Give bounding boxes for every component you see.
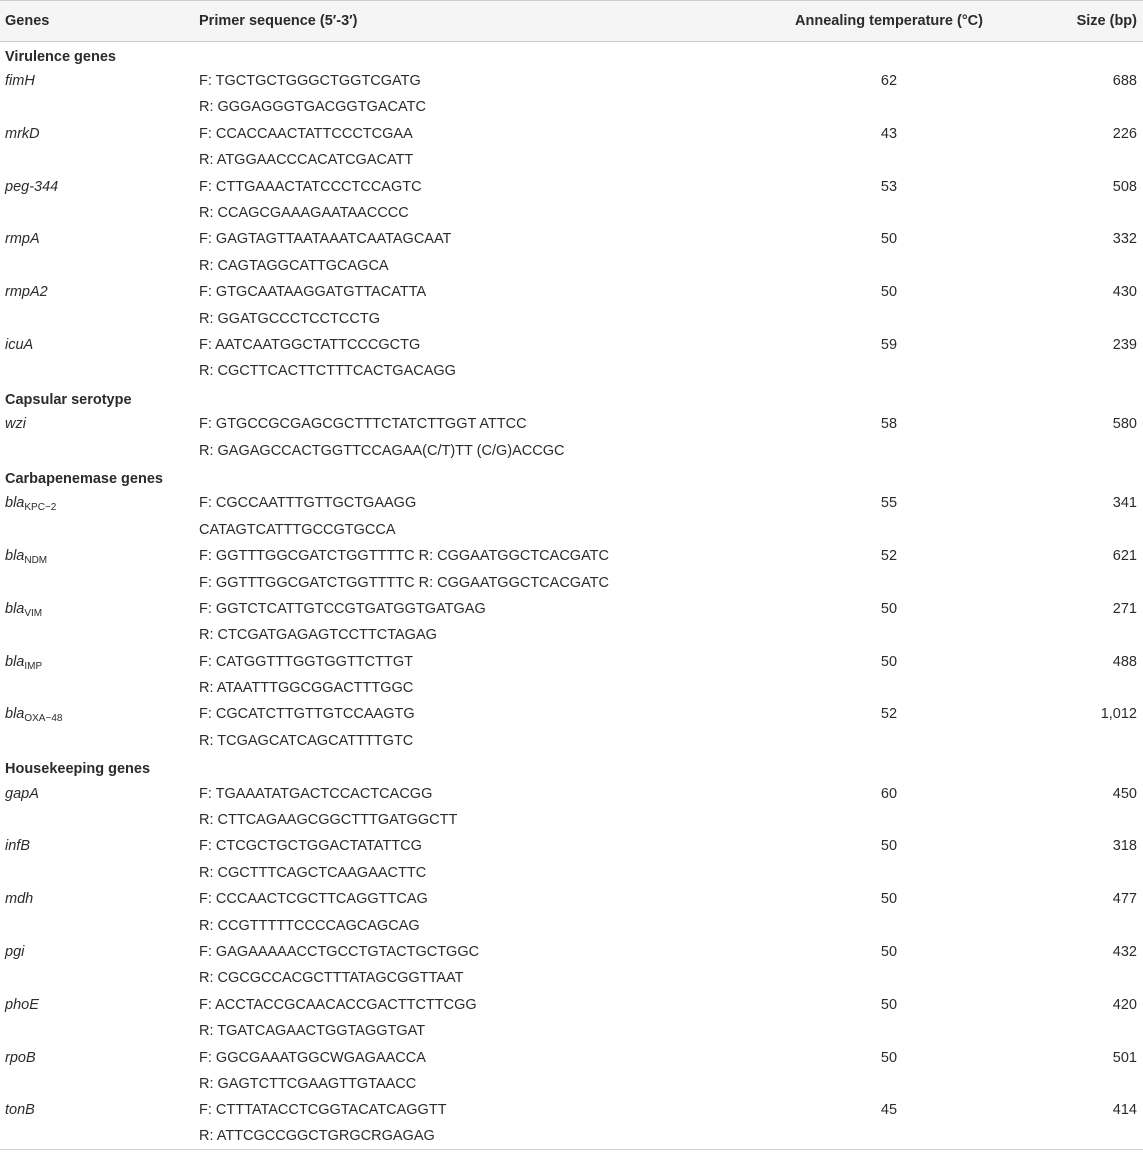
empty-cell bbox=[734, 1071, 1044, 1097]
gene-name bbox=[0, 332, 194, 358]
forward-primer: F: AATCAATGGCTATTCCCGCTG bbox=[199, 336, 421, 353]
empty-cell bbox=[1044, 965, 1143, 991]
gene-subscript: OXA−48 bbox=[24, 713, 63, 725]
reverse-primer: R: CTCGATGAGAGTCCTTCTAGAG bbox=[199, 627, 437, 644]
gene-row-reverse bbox=[0, 912, 1143, 938]
gene-row bbox=[0, 543, 1143, 569]
empty-cell bbox=[0, 675, 194, 701]
gene-name bbox=[0, 490, 194, 516]
reverse-primer: R: CTTCAGAAGCGGCTTTGATGGCTT bbox=[199, 812, 458, 829]
forward-primer: F: CGCATCTTGTTGTCCAAGTG bbox=[199, 706, 415, 723]
gene-name bbox=[0, 68, 194, 94]
gene-row-reverse bbox=[0, 1018, 1143, 1044]
gene-name-text: infB bbox=[5, 838, 30, 855]
section-title: Virulence genes bbox=[5, 48, 116, 65]
section-row bbox=[0, 464, 1143, 490]
forward-primer: F: CTTGAAACTATCCCTCCAGTC bbox=[199, 178, 422, 195]
empty-cell bbox=[1044, 94, 1143, 120]
amplicon-size: 580 bbox=[1112, 416, 1137, 433]
empty-cell bbox=[1044, 912, 1143, 938]
gene-row-reverse bbox=[0, 1124, 1143, 1150]
amplicon-size: 414 bbox=[1112, 1102, 1137, 1119]
gene-name bbox=[0, 833, 194, 859]
gene-name-text: peg-344 bbox=[5, 178, 59, 195]
gene-subscript: IMP bbox=[24, 660, 43, 672]
amplicon-size: 318 bbox=[1112, 838, 1137, 855]
amplicon-size: 420 bbox=[1112, 996, 1137, 1013]
reverse-primer: R: TGATCAGAACTGGTAGGTGAT bbox=[199, 1023, 426, 1040]
empty-cell bbox=[0, 569, 194, 595]
gene-row-reverse bbox=[0, 675, 1143, 701]
reverse-primer: R: GAGAGCCACTGGTTCCAGAA(C/T)TT (C/G)ACCGC bbox=[199, 442, 565, 459]
annealing-temperature: 50 bbox=[880, 1049, 898, 1066]
empty-cell bbox=[0, 728, 194, 754]
empty-cell bbox=[0, 147, 194, 173]
empty-cell bbox=[0, 437, 194, 463]
empty-cell bbox=[1044, 358, 1143, 384]
gene-name bbox=[0, 701, 194, 727]
gene-row-reverse bbox=[0, 860, 1143, 886]
gene-name-text: tonB bbox=[5, 1102, 35, 1119]
reverse-primer: R: CGCTTCACTTCTTTCACTGACAGG bbox=[199, 363, 456, 380]
gene-row-reverse bbox=[0, 305, 1143, 331]
gene-name-text: rmpA bbox=[5, 231, 40, 248]
amplicon-size: 621 bbox=[1112, 548, 1137, 565]
gene-name-text: pgi bbox=[5, 943, 25, 960]
empty-cell bbox=[1044, 569, 1143, 595]
gene-row-reverse bbox=[0, 728, 1143, 754]
annealing-temperature: 58 bbox=[880, 416, 898, 433]
annealing-temperature: 50 bbox=[880, 653, 898, 670]
table-header bbox=[0, 1, 1143, 42]
empty-cell bbox=[734, 860, 1044, 886]
forward-primer: F: CCACCAACTATTCCCTCGAA bbox=[199, 125, 413, 142]
gene-row bbox=[0, 490, 1143, 516]
gene-name bbox=[0, 939, 194, 965]
amplicon-size: 271 bbox=[1112, 600, 1137, 617]
amplicon-size: 477 bbox=[1112, 891, 1137, 908]
empty-cell bbox=[734, 675, 1044, 701]
empty-cell bbox=[734, 569, 1044, 595]
gene-name bbox=[0, 411, 194, 437]
empty-cell bbox=[734, 147, 1044, 173]
gene-subscript: NDM bbox=[24, 555, 48, 567]
empty-cell bbox=[1044, 200, 1143, 226]
empty-cell bbox=[0, 807, 194, 833]
amplicon-size: 501 bbox=[1112, 1049, 1137, 1066]
forward-primer: F: GTGCCGCGAGCGCTTTCTATCTTGGT ATTCC bbox=[199, 416, 527, 433]
reverse-primer: F: GGTTTGGCGATCTGGTTTTC R: CGGAATGGCTCACGATC bbox=[199, 574, 610, 591]
reverse-primer: R: ATAATTTGGCGGACTTTGGC bbox=[199, 680, 414, 697]
empty-cell bbox=[0, 912, 194, 938]
empty-cell bbox=[734, 253, 1044, 279]
amplicon-size: 430 bbox=[1112, 284, 1137, 301]
empty-cell bbox=[0, 94, 194, 120]
amplicon-size: 488 bbox=[1112, 653, 1137, 670]
empty-cell bbox=[734, 965, 1044, 991]
forward-primer: F: CTTTATACCTCGGTACATCAGGTT bbox=[199, 1102, 447, 1119]
forward-primer: F: GAGTAGTTAATAAATCAATAGCAAT bbox=[199, 231, 452, 248]
empty-cell bbox=[0, 1124, 194, 1150]
empty-cell bbox=[734, 200, 1044, 226]
forward-primer: F: TGAAATATGACTCCACTCACGG bbox=[199, 785, 433, 802]
gene-row bbox=[0, 279, 1143, 305]
empty-cell bbox=[1044, 622, 1143, 648]
amplicon-size: 226 bbox=[1112, 125, 1137, 142]
section-title: Capsular serotype bbox=[5, 391, 132, 408]
reverse-primer: R: ATGGAACCCACATCGACATT bbox=[199, 152, 414, 169]
empty-cell bbox=[0, 253, 194, 279]
section-row bbox=[0, 754, 1143, 780]
gene-row-reverse bbox=[0, 147, 1143, 173]
gene-row bbox=[0, 939, 1143, 965]
annealing-temperature: 50 bbox=[880, 943, 898, 960]
forward-primer: F: GGTCTCATTGTCCGTGATGGTGATGAG bbox=[199, 600, 486, 617]
header-primer-sequence: Primer sequence (5′-3′) bbox=[194, 1, 734, 42]
annealing-temperature: 50 bbox=[880, 996, 898, 1013]
annealing-temperature: 50 bbox=[880, 231, 898, 248]
gene-name-text: fimH bbox=[5, 73, 35, 90]
gene-row bbox=[0, 121, 1143, 147]
gene-row-reverse bbox=[0, 569, 1143, 595]
gene-name bbox=[0, 648, 194, 674]
empty-cell bbox=[1044, 1018, 1143, 1044]
gene-row bbox=[0, 411, 1143, 437]
forward-primer: F: GTGCAATAAGGATGTTACATTA bbox=[199, 284, 427, 301]
annealing-temperature: 50 bbox=[880, 600, 898, 617]
empty-cell bbox=[1044, 1124, 1143, 1150]
amplicon-size: 239 bbox=[1112, 336, 1137, 353]
gene-row bbox=[0, 886, 1143, 912]
empty-cell bbox=[734, 912, 1044, 938]
gene-row bbox=[0, 68, 1143, 94]
empty-cell bbox=[1044, 147, 1143, 173]
annealing-temperature: 45 bbox=[880, 1102, 898, 1119]
gene-name-text: rmpA2 bbox=[5, 284, 48, 301]
gene-name bbox=[0, 543, 194, 569]
empty-cell bbox=[1044, 807, 1143, 833]
gene-row-reverse bbox=[0, 807, 1143, 833]
reverse-primer: R: GAGTCTTCGAAGTTGTAACC bbox=[199, 1075, 417, 1092]
amplicon-size: 508 bbox=[1112, 178, 1137, 195]
reverse-primer: R: CCAGCGAAAGAATAACCCC bbox=[199, 205, 409, 222]
gene-subscript: VIM bbox=[24, 607, 43, 619]
gene-name bbox=[0, 1044, 194, 1070]
gene-name bbox=[0, 279, 194, 305]
gene-row bbox=[0, 648, 1143, 674]
annealing-temperature: 50 bbox=[880, 891, 898, 908]
section-row bbox=[0, 385, 1143, 411]
empty-cell bbox=[1044, 253, 1143, 279]
gene-name bbox=[0, 780, 194, 806]
gene-row bbox=[0, 596, 1143, 622]
amplicon-size: 341 bbox=[1112, 495, 1137, 512]
gene-name bbox=[0, 226, 194, 252]
gene-name-text: gapA bbox=[5, 785, 39, 802]
annealing-temperature: 50 bbox=[880, 838, 898, 855]
reverse-primer: R: CGCGCCACGCTTTATAGCGGTTAAT bbox=[199, 970, 464, 987]
empty-cell bbox=[1044, 305, 1143, 331]
forward-primer: F: ACCTACCGCAACACCGACTTCTTCGG bbox=[199, 996, 477, 1013]
gene-row-reverse bbox=[0, 358, 1143, 384]
empty-cell bbox=[1044, 728, 1143, 754]
gene-name-text: mrkD bbox=[5, 125, 40, 142]
empty-cell bbox=[0, 965, 194, 991]
gene-name bbox=[0, 596, 194, 622]
forward-primer: F: CCCAACTCGCTTCAGGTTCAG bbox=[199, 891, 428, 908]
gene-row bbox=[0, 701, 1143, 727]
forward-primer: F: CTCGCTGCTGGACTATATTCG bbox=[199, 838, 422, 855]
gene-row-reverse bbox=[0, 253, 1143, 279]
header-annealing-temperature: Annealing temperature (°C) bbox=[734, 1, 1044, 42]
forward-primer: F: GAGAAAAACCTGCCTGTACTGCTGGC bbox=[199, 943, 480, 960]
reverse-primer: R: CCGTTTTTCCCCAGCAGCAG bbox=[199, 917, 420, 934]
annealing-temperature: 52 bbox=[880, 706, 898, 723]
gene-name-text: mdh bbox=[5, 891, 34, 908]
empty-cell bbox=[734, 94, 1044, 120]
empty-cell bbox=[0, 1071, 194, 1097]
gene-name-text: bla bbox=[5, 495, 25, 512]
gene-name-text: bla bbox=[5, 653, 25, 670]
section-row bbox=[0, 42, 1143, 68]
empty-cell bbox=[0, 305, 194, 331]
reverse-primer: R: TCGAGCATCAGCATTTTGTC bbox=[199, 732, 414, 749]
annealing-temperature: 53 bbox=[880, 178, 898, 195]
reverse-primer: R: CAGTAGGCATTGCAGCA bbox=[199, 257, 389, 274]
section-title: Housekeeping genes bbox=[5, 761, 151, 778]
empty-cell bbox=[0, 358, 194, 384]
forward-primer: F: TGCTGCTGGGCTGGTCGATG bbox=[199, 73, 421, 90]
empty-cell bbox=[734, 517, 1044, 543]
empty-cell bbox=[1044, 1071, 1143, 1097]
annealing-temperature: 55 bbox=[880, 495, 898, 512]
section-title: Carbapenemase genes bbox=[5, 470, 163, 487]
reverse-primer: R: ATTCGCCGGCTGRGCRGAGAG bbox=[194, 1124, 734, 1150]
gene-row-reverse bbox=[0, 517, 1143, 543]
gene-name-text: bla bbox=[5, 548, 25, 565]
empty-cell bbox=[0, 860, 194, 886]
gene-row bbox=[0, 332, 1143, 358]
forward-primer: F: CATGGTTTGGTGGTTCTTGT bbox=[199, 653, 413, 670]
header-genes: Genes bbox=[0, 1, 194, 42]
gene-row bbox=[0, 833, 1143, 859]
amplicon-size: 432 bbox=[1112, 943, 1137, 960]
empty-cell bbox=[0, 517, 194, 543]
empty-cell bbox=[734, 305, 1044, 331]
gene-name bbox=[0, 1097, 194, 1123]
empty-cell bbox=[0, 622, 194, 648]
annealing-temperature: 60 bbox=[880, 785, 898, 802]
gene-row-reverse bbox=[0, 437, 1143, 463]
empty-cell bbox=[734, 1018, 1044, 1044]
gene-name-text: wzi bbox=[5, 416, 26, 433]
empty-cell bbox=[0, 200, 194, 226]
gene-row bbox=[0, 992, 1143, 1018]
gene-name-text: bla bbox=[5, 600, 25, 617]
amplicon-size: 688 bbox=[1112, 73, 1137, 90]
empty-cell bbox=[734, 622, 1044, 648]
gene-name bbox=[0, 886, 194, 912]
empty-cell bbox=[0, 1018, 194, 1044]
reverse-primer: CATAGTCATTTGCCGTGCCA bbox=[199, 521, 396, 538]
header-row bbox=[0, 1, 1143, 42]
gene-row bbox=[0, 780, 1143, 806]
gene-row bbox=[0, 1097, 1143, 1123]
annealing-temperature: 62 bbox=[880, 73, 898, 90]
gene-row-reverse bbox=[0, 965, 1143, 991]
empty-cell bbox=[734, 1124, 1044, 1150]
gene-name-text: rpoB bbox=[5, 1049, 36, 1066]
amplicon-size: 450 bbox=[1112, 785, 1137, 802]
gene-row bbox=[0, 1044, 1143, 1070]
gene-name bbox=[0, 992, 194, 1018]
annealing-temperature: 50 bbox=[880, 284, 898, 301]
empty-cell bbox=[1044, 675, 1143, 701]
gene-row-reverse bbox=[0, 622, 1143, 648]
gene-row-reverse bbox=[0, 200, 1143, 226]
gene-name bbox=[0, 121, 194, 147]
annealing-temperature: 43 bbox=[880, 125, 898, 142]
annealing-temperature: 59 bbox=[880, 336, 898, 353]
empty-cell bbox=[734, 437, 1044, 463]
reverse-primer: R: CGCTTTCAGCTCAAGAACTTC bbox=[199, 864, 427, 881]
reverse-primer: R: GGATGCCCTCCTCCTG bbox=[199, 310, 380, 327]
table-body bbox=[0, 42, 1143, 1150]
gene-row-reverse bbox=[0, 1071, 1143, 1097]
annealing-temperature: 52 bbox=[880, 548, 898, 565]
amplicon-size: 1,012 bbox=[1100, 706, 1137, 723]
gene-row bbox=[0, 226, 1143, 252]
gene-name-text: bla bbox=[5, 706, 25, 723]
header-size: Size (bp) bbox=[1044, 1, 1143, 42]
gene-subscript: KPC−2 bbox=[24, 502, 57, 514]
empty-cell bbox=[1044, 517, 1143, 543]
empty-cell bbox=[734, 358, 1044, 384]
empty-cell bbox=[734, 807, 1044, 833]
gene-name-text: icuA bbox=[5, 336, 34, 353]
forward-primer: F: CGCCAATTTGTTGCTGAAGG bbox=[199, 495, 417, 512]
gene-row-reverse bbox=[0, 94, 1143, 120]
empty-cell bbox=[1044, 860, 1143, 886]
gene-name-text: phoE bbox=[5, 996, 39, 1013]
gene-name bbox=[0, 173, 194, 199]
forward-primer: F: GGCGAAATGGCWGAGAACCA bbox=[199, 1049, 426, 1066]
reverse-primer: R: GGGAGGGTGACGGTGACATC bbox=[199, 99, 426, 116]
empty-cell bbox=[1044, 437, 1143, 463]
gene-row bbox=[0, 173, 1143, 199]
forward-primer: F: GGTTTGGCGATCTGGTTTTC R: CGGAATGGCTCACGATC bbox=[199, 548, 610, 565]
amplicon-size: 332 bbox=[1112, 231, 1137, 248]
empty-cell bbox=[734, 728, 1044, 754]
